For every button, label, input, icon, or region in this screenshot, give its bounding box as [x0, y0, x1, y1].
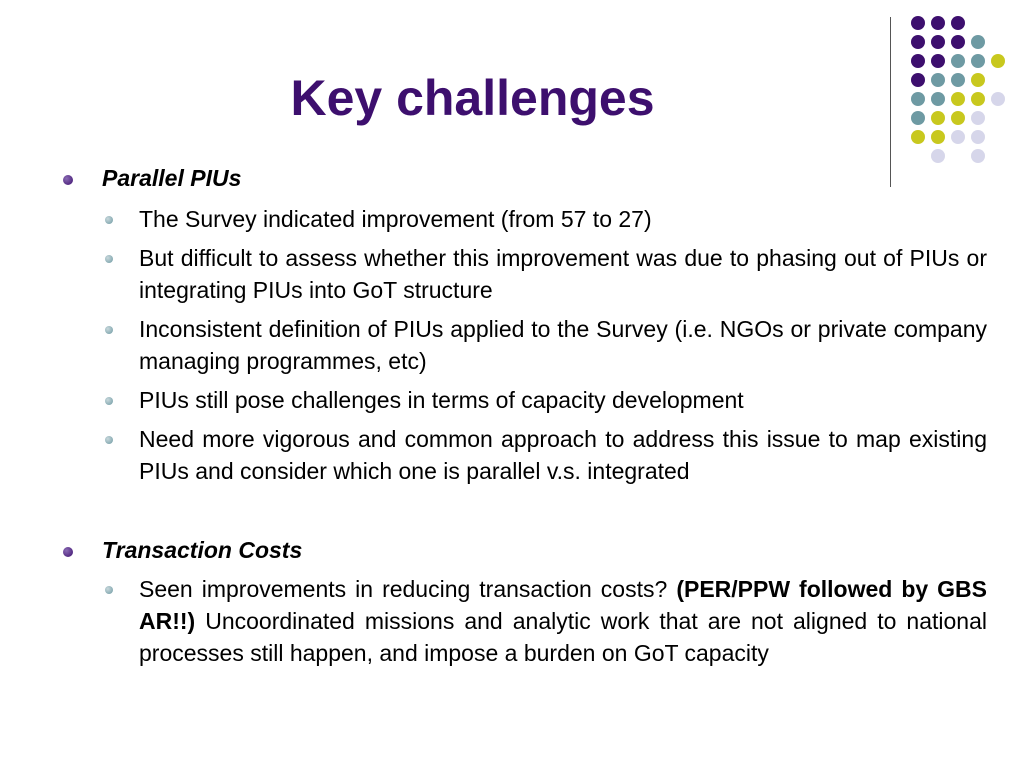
- list-item: [139, 423, 987, 487]
- decorative-dot: [971, 130, 985, 144]
- decorative-dot: [971, 54, 985, 68]
- decorative-dot: [951, 130, 965, 144]
- list-item: [139, 384, 987, 416]
- list-item-text: PIUs still pose challenges in terms of capacity development: [139, 387, 744, 413]
- bullet-icon: [63, 175, 73, 185]
- section-heading-text: Transaction Costs: [102, 537, 303, 563]
- decorative-dot: [911, 16, 925, 30]
- bullet-icon: [105, 216, 113, 224]
- list-item-text: Seen improvements in reducing transaction costs?: [139, 576, 668, 602]
- bullet-icon: [105, 397, 113, 405]
- decorative-dot: [971, 149, 985, 163]
- section-heading-text: Parallel PIUs: [102, 165, 242, 191]
- decorative-dot: [911, 130, 925, 144]
- decorative-dot: [931, 35, 945, 49]
- decorative-dot: [931, 54, 945, 68]
- decorative-dot: [911, 35, 925, 49]
- slide-title: Key challenges: [290, 70, 655, 126]
- decorative-dot: [991, 92, 1005, 106]
- list-item: [139, 573, 987, 669]
- decorative-dot: [951, 111, 965, 125]
- list-item-text: The Survey indicated improvement (from 57 to 27): [139, 206, 652, 232]
- list-item-text: Inconsistent definition of PIUs applied to the Survey (i.e. NGOs or private company managing programmes, etc): [139, 316, 987, 374]
- list-item: [139, 242, 987, 306]
- decorative-dot: [951, 73, 965, 87]
- decorative-dot: [931, 130, 945, 144]
- vertical-divider: [890, 17, 891, 187]
- list-item-text: Uncoordinated missions and analytic work that are not aligned to national processes still happen, and impose a burden on GoT capacity: [139, 608, 988, 666]
- bullet-icon: [63, 547, 73, 557]
- decorative-dot: [951, 92, 965, 106]
- decorative-dot: [911, 54, 925, 68]
- list-item: [139, 313, 987, 377]
- decorative-dot: [951, 16, 965, 30]
- decorative-dot: [951, 35, 965, 49]
- list-item: [139, 203, 987, 235]
- list-item-text: But difficult to assess whether this improvement was due to phasing out of PIUs or integrating PIUs into GoT structure: [139, 245, 987, 303]
- decorative-dot: [951, 54, 965, 68]
- decorative-dot: [971, 92, 985, 106]
- list-item-bold-text: (PER/PPW followed by GBS AR!!): [139, 576, 988, 634]
- decorative-dot: [971, 35, 985, 49]
- bullet-icon: [105, 586, 113, 594]
- decorative-dot: [931, 149, 945, 163]
- decorative-dot: [971, 111, 985, 125]
- bullet-icon: [105, 326, 113, 334]
- decorative-dot: [931, 16, 945, 30]
- bullet-icon: [105, 255, 113, 263]
- decorative-dot: [991, 54, 1005, 68]
- decorative-dot: [971, 73, 985, 87]
- list-item-text: Need more vigorous and common approach to address this issue to map existing PIUs and consider which one is parallel v.s. integrated: [139, 426, 987, 484]
- bullet-icon: [105, 436, 113, 444]
